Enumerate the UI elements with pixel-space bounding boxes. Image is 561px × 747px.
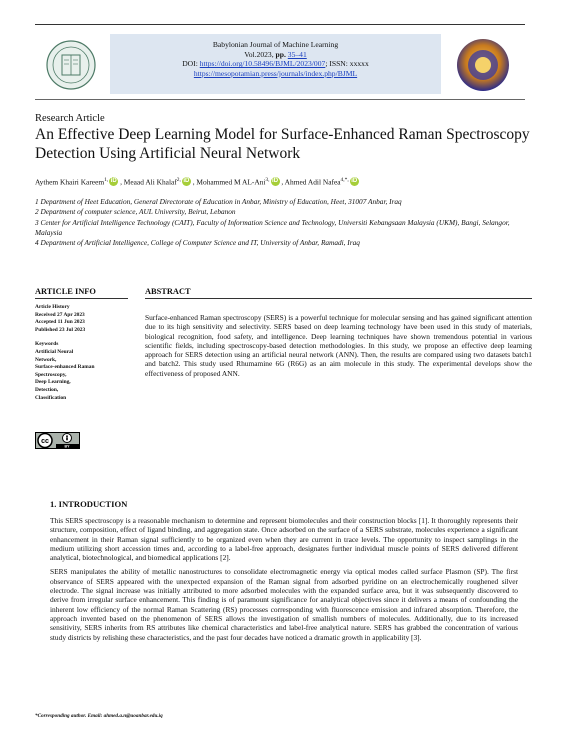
article-info-heading: ARTICLE INFO xyxy=(35,287,96,296)
keyword: Spectroscopy, xyxy=(35,371,67,378)
keyword: Artificial Neural xyxy=(35,348,74,355)
introduction-body xyxy=(50,516,518,647)
paragraph: SERS manipulates the ability of metallic nanostructures to consolidate electromagnetic energy via optical modes called surface Plasmon (SP). The first observance of SERS appeared with the unexpected expansion of the Raman signal from adsorbed pyridine on an electrochemically roughened silver electrode. The signal increase was initially attributed to more adsorbed molecules with the expanded surface area, but it was subsequently discovered to derive from irregular surface enhancement. This finding is of paramount significance for analytical objectives since it delivers a means of confounding the inherent low efficiency of the normal Raman Scattering (RS) processes corresponding with fluorescence emission and infrared absorption. Therefore, the approach invented based on the phenomenon of SERS allows the investigation of smallish numbers of molecules. Additionally, due to its increased sensitivity, SERS inherits from RS attributes like chemical characteristics and label-free analytical nature. SERS has grabbed the concentration of various study districts by relishing these characteristics, and the past four decades have noticed a dramatic growth in applicability [3]. xyxy=(50,567,518,642)
affiliation: 1 Department of Heet Education, General Directorate of Education in Anbar, Ministry of Education, Heet, 31007 Anbar, Iraq xyxy=(35,197,402,206)
cc-by-label: BY xyxy=(64,444,70,449)
university-seal-logo xyxy=(46,40,96,90)
history-label: Article History xyxy=(35,304,70,310)
author-4: , Ahmed Adil Nafea xyxy=(281,177,341,187)
journal-emblem-logo xyxy=(456,38,510,92)
doi-link[interactable]: https://doi.org/10.58496/BJML/2023/007 xyxy=(199,59,326,69)
orcid-icon[interactable]: iD xyxy=(351,178,358,185)
published-date: Published 23 Jul 2023 xyxy=(35,326,86,333)
received-date: Received 27 Apr 2023 xyxy=(35,311,85,318)
accepted-date: Accepted 11 Jun 2023 xyxy=(35,319,85,326)
journal-header xyxy=(110,40,441,78)
affiliation: 4 Department of Artificial Intelligence, College of Computer Science and IT, University of Anbar, Ramadi, Iraq xyxy=(35,238,360,248)
keyword: Surface-enhanced Raman xyxy=(35,364,95,371)
orcid-icon[interactable]: iD xyxy=(183,178,190,185)
svg-text:cc: cc xyxy=(41,438,49,445)
author-3: , Mohammed M AL-Ani xyxy=(192,177,266,187)
author-2: , Meaad Ali Khalaf xyxy=(120,177,177,187)
article-info-panel xyxy=(35,304,135,402)
journal-name: Babylonian Journal of Machine Learning xyxy=(212,40,339,49)
keyword: Classification xyxy=(35,394,67,401)
journal-url-link[interactable]: https://mesopotamian.press/journals/index.php/BJML xyxy=(193,68,358,78)
orcid-icon[interactable]: iD xyxy=(272,178,279,185)
keywords-label: Keywords xyxy=(35,341,59,348)
affiliation: 2 Department of computer science, AUL University, Beirut, Lebanon xyxy=(35,207,236,217)
keyword: Detection, xyxy=(35,386,59,393)
author-1: Aythem Khairi Kareem xyxy=(35,177,105,187)
article-info-rule xyxy=(35,298,128,299)
pages-link[interactable]: 35–41 xyxy=(287,49,307,59)
affiliations xyxy=(35,197,530,248)
abstract-rule xyxy=(145,298,532,299)
orcid-icon[interactable]: iD xyxy=(110,178,117,185)
keyword: Deep Learning, xyxy=(35,379,71,386)
doi-line: DOI: https://doi.org/10.58496/BJML/2023/007; ISSN: xxxxx xyxy=(182,59,369,69)
abstract-text: Surface-enhanced Raman spectroscopy (SERS) is a powerful technique for molecular sensing and has gained significant attention due to its high sensitivity and selectivity. SERS based on deep learning technology have been used in this study of materials, biological recognition, food safety, and intelligence. Deep learning techniques have shown tremendous potential in various scientific fields, including spectroscopy-based detection methodologies. In this study, we propose an effective deep learning approach for SERS detection using an artificial neural network (ANN). Then, the results are compared using two datasets batch1 and batch2. This study used Rhumamine 6G (R6G) as an aim molecule in this study. The experimental develops show the effectiveness of proposed ANN. xyxy=(145,313,532,378)
volume-line: Vol.2023, pp. 35–41 xyxy=(244,49,307,59)
paragraph: This SERS spectroscopy is a reasonable mechanism to determine and represent biomolecules and their construction blocks [1]. It thoroughly represents their structure, composition, effect of ligand binding, and aggregation state. Once adsorbed on the surface of a SERS substrate, molecules experience a significant enhancement in their Raman signal sufficiently to be organized even when they are current in trace levels. The opportunity to inspect samplings in the medium utilizing short accession times and, according to a label-free approach, designates further individual muscle points of SERS delivered different analytical, biotechnological, and biomedical applications [2]. xyxy=(50,516,518,563)
top-rule xyxy=(35,24,525,25)
corresponding-author-footnote: *Corresponding author. Email: ahmed.a.n@uoanbar.edu.iq xyxy=(35,713,163,719)
author-list: Aythem Khairi Kareem$^{1,}$ iD , Meaad Ali Khalaf$^{2,}$ iD , Mohammed M AL-Ani$^{3,}$ iD , Ahmed Adil Nafea$^{4,*,}$ iD xyxy=(35,177,358,187)
paper-title: An Effective Deep Learning Model for Surface-Enhanced Raman Spectroscopy Detection Using Artificial Neural Network xyxy=(35,126,530,162)
article-type: Research Article xyxy=(35,113,105,124)
abstract-heading: ABSTRACT xyxy=(145,287,191,296)
header-rule xyxy=(35,99,525,100)
introduction-heading: 1. INTRODUCTION xyxy=(50,499,128,509)
cc-by-license-icon[interactable] xyxy=(35,432,80,449)
keyword: Network, xyxy=(35,356,57,363)
affiliation: 3 Center for Artificial Intelligence Technology (CAIT), Faculty of Information Science and Technology, Universiti Kebangsaan Malaysia (UKM), Bangi, Selangor, Malaysia xyxy=(35,217,510,237)
